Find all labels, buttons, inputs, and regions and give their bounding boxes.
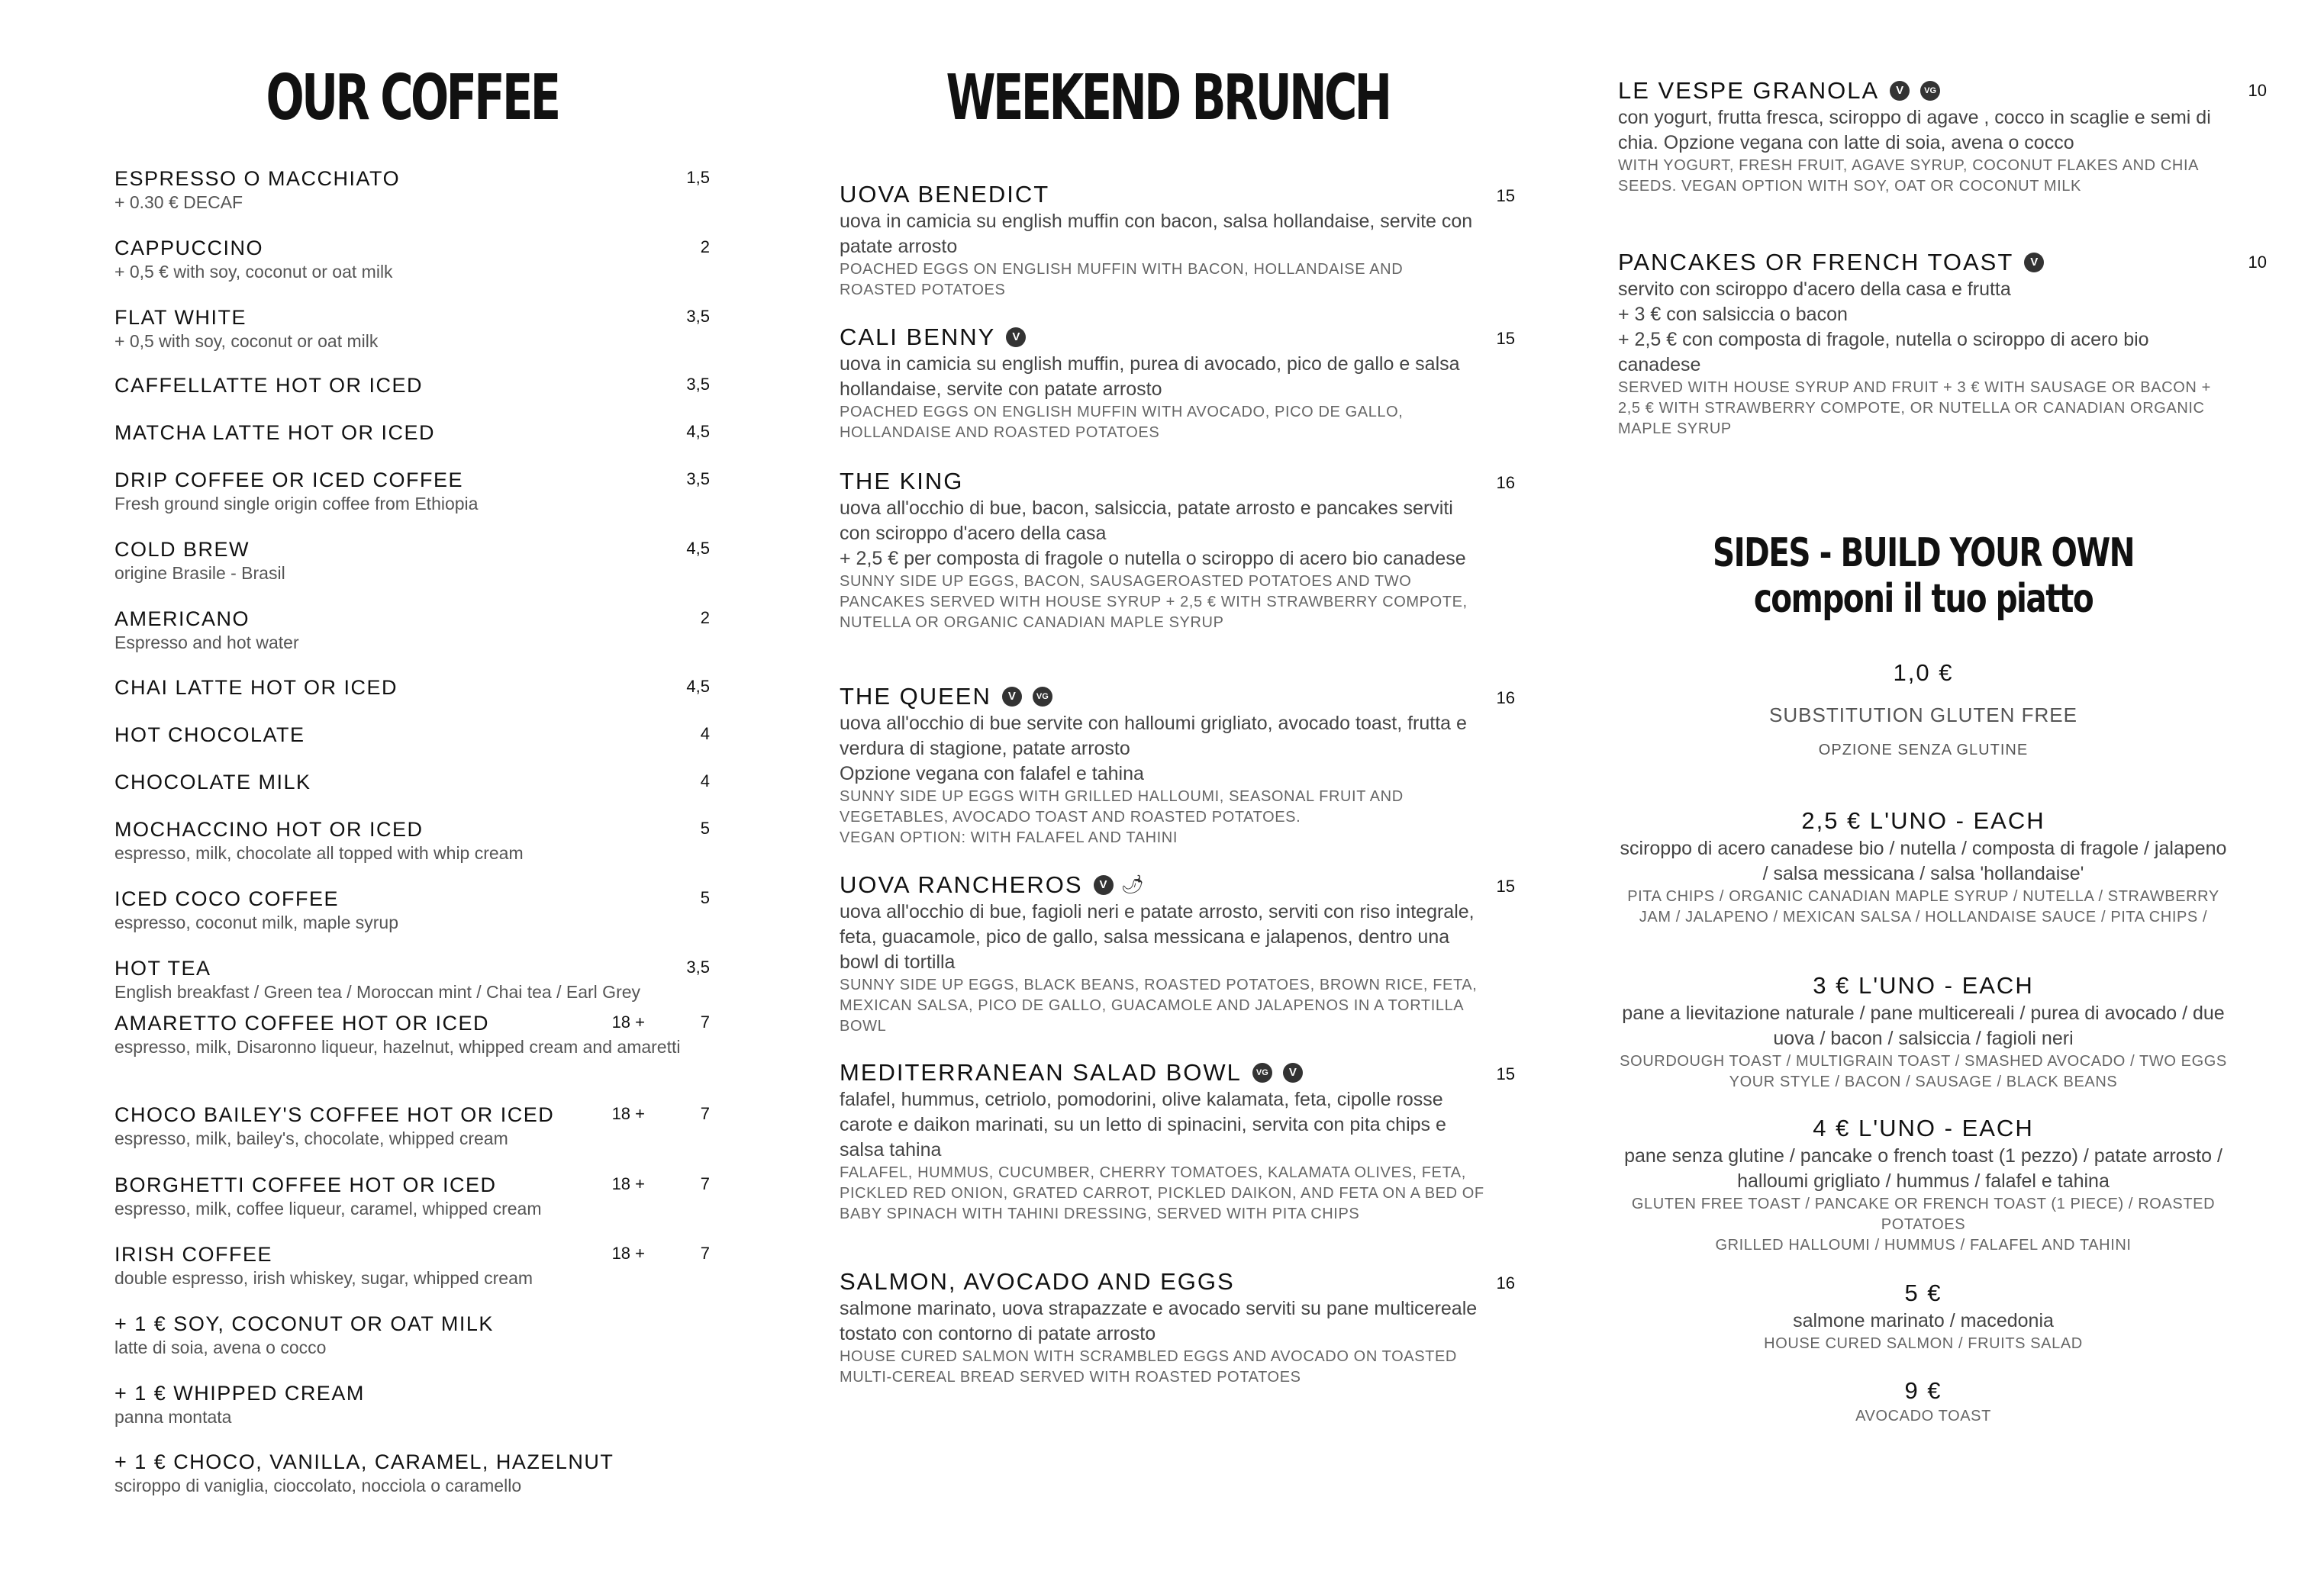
coffee-item-price: 4 bbox=[700, 724, 710, 743]
brunch-item bbox=[840, 871, 1515, 1037]
brunch-item-description bbox=[840, 209, 1484, 259]
brunch-item-english-line: FALAFEL, HUMMUS, CUCUMBER, CHERRY TOMATOES, KALAMATA OLIVES, FETA, PICKLED RED ONION, GRATED CARROT, PICKLED DAIKON, AND FETA ON A BED OF BABY SPINACH WITH TAHINI DRESSING, SERVED WITH PITA CHIPS bbox=[840, 1164, 1484, 1222]
brunch-item bbox=[840, 1058, 1515, 1225]
chili-icon: 🌶 bbox=[1120, 874, 1146, 895]
brunch-item-description-line: uova all'occhio di bue servite con halloumi grigliato, avocado toast, frutta e verdura di stagione, patate arrosto bbox=[840, 713, 1467, 759]
brunch-item-english-line: SUNNY SIDE UP EGGS, BACON, SAUSAGEROASTED POTATOES AND TWO PANCAKES SERVED WITH HOUSE SYRUP + 2,5 € WITH STRAWBERRY COMPOTE, NUTELLA OR ORGANIC CANADIAN MAPLE SYRUP bbox=[840, 573, 1468, 631]
brunch-item-price: 15 bbox=[1496, 1064, 1515, 1083]
coffee-item-name: ICED COCO COFFEE bbox=[114, 887, 340, 910]
right-item-description-line: + 2,5 € con composta di fragole, nutella o sciroppo di acero bio canadese bbox=[1618, 329, 2149, 375]
coffee-item bbox=[114, 770, 710, 794]
vegan-icon: VG bbox=[1252, 1063, 1272, 1083]
coffee-item bbox=[114, 166, 710, 214]
coffee-item-price: 7 bbox=[700, 1244, 710, 1263]
coffee-item bbox=[114, 1103, 710, 1150]
coffee-item bbox=[114, 1450, 710, 1497]
brunch-item-price: 16 bbox=[1496, 473, 1515, 492]
coffee-item-description: origine Brasile - Brasil bbox=[114, 563, 285, 583]
gluten-free-block bbox=[1618, 658, 2229, 761]
brunch-item-english bbox=[840, 975, 1484, 1037]
side-group-description: pane a lievitazione naturale / pane multicereali / purea di avocado / due uova / bacon / salsiccia / fagioli neri bbox=[1622, 1003, 2225, 1049]
brunch-item-title bbox=[840, 467, 1496, 496]
brunch-item-price: 16 bbox=[1496, 1273, 1515, 1293]
brunch-item-name: THE QUEEN bbox=[840, 683, 991, 710]
coffee-item-name: MOCHACCINO HOT OR ICED bbox=[114, 818, 424, 841]
coffee-item-price: 2 bbox=[700, 608, 710, 627]
coffee-item-description: sciroppo di vaniglia, cioccolato, nocciola o caramello bbox=[114, 1476, 522, 1495]
gluten-free-price: 1,0 € bbox=[1893, 659, 1954, 686]
brunch-item-english-line: POACHED EGGS ON ENGLISH MUFFIN WITH BACON, HOLLANDAISE AND ROASTED POTATOES bbox=[840, 261, 1404, 298]
coffee-item bbox=[114, 1242, 710, 1289]
coffee-item-price: 5 bbox=[700, 888, 710, 907]
coffee-item bbox=[114, 305, 710, 353]
right-item-description bbox=[1618, 105, 2221, 156]
coffee-item-price: 5 bbox=[700, 819, 710, 838]
coffee-item-description: espresso, milk, coffee liqueur, caramel, whipped cream bbox=[114, 1199, 542, 1218]
coffee-item-name: MATCHA LATTE HOT OR ICED bbox=[114, 421, 436, 444]
brunch-item-description bbox=[840, 1296, 1484, 1347]
coffee-item-price: 4,5 bbox=[686, 422, 710, 441]
brunch-item-name: UOVA BENEDICT bbox=[840, 181, 1050, 208]
side-group-description: salmone marinato / macedonia bbox=[1793, 1310, 2054, 1331]
coffee-item-age-limit: 18 + bbox=[611, 1012, 645, 1032]
right-item bbox=[1618, 76, 2267, 197]
brunch-item-english-line: SUNNY SIDE UP EGGS, BLACK BEANS, ROASTED POTATOES, BROWN RICE, FETA, MEXICAN SALSA, PICO DE GALLO, GUACAMOLE AND JALAPENOS IN A TORTILLA BOWL bbox=[840, 977, 1478, 1035]
coffee-item bbox=[114, 420, 710, 445]
coffee-item-description: English breakfast / Green tea / Moroccan mint / Chai tea / Earl Grey bbox=[114, 982, 641, 1002]
brunch-item-english bbox=[840, 402, 1484, 443]
right-item-english-line: SERVED WITH HOUSE SYRUP AND FRUIT + 3 € WITH SAUSAGE OR BACON + 2,5 € WITH STRAWBERRY COMPOTE, OR NUTELLA OR CANADIAN ORGANIC MAPLE SYRUP bbox=[1618, 379, 2211, 437]
right-item-title bbox=[1618, 248, 2236, 277]
coffee-item-name: CAFFELLATTE HOT OR ICED bbox=[114, 374, 424, 397]
side-group-price: 5 € bbox=[1904, 1280, 1942, 1306]
coffee-item bbox=[114, 956, 710, 1003]
right-item-english bbox=[1618, 156, 2221, 197]
right-item-description bbox=[1618, 277, 2221, 378]
brunch-item-price: 15 bbox=[1496, 186, 1515, 205]
brunch-item-description-line: uova all'occhio di bue, fagioli neri e patate arrosto, serviti con riso integrale, feta, guacamole, pico de gallo, salsa messicana e jalapenos, dentro una bowl di tortilla bbox=[840, 901, 1475, 973]
right-item-title bbox=[1618, 76, 2236, 105]
brunch-item-title bbox=[840, 180, 1496, 209]
coffee-item-price: 2 bbox=[700, 237, 710, 256]
coffee-item bbox=[114, 468, 710, 515]
vegetarian-icon: V bbox=[1283, 1063, 1303, 1083]
right-item bbox=[1618, 248, 2267, 439]
brunch-item-english-line: VEGAN OPTION: WITH FALAFEL AND TAHINI bbox=[840, 829, 1178, 846]
right-item-price: 10 bbox=[2248, 253, 2267, 272]
side-group-english-line: HOUSE CURED SALMON / FRUITS SALAD bbox=[1764, 1335, 2083, 1352]
side-group-english-line: PITA CHIPS / ORGANIC CANADIAN MAPLE SYRUP / NUTELLA / STRAWBERRY JAM / JALAPENO / MEXICAN SALSA / HOLLANDAISE SAUCE / PITA CHIPS / bbox=[1627, 888, 2219, 926]
brunch-item-description-line: Opzione vegana con falafel e tahina bbox=[840, 763, 1144, 784]
brunch-item-name: MEDITERRANEAN SALAD BOWL bbox=[840, 1059, 1242, 1086]
coffee-item bbox=[114, 1312, 710, 1359]
coffee-item-name: + 1 € SOY, COCONUT OR OAT MILK bbox=[114, 1312, 494, 1335]
brunch-item bbox=[840, 1267, 1515, 1388]
right-item-english-line: WITH YOGURT, FRESH FRUIT, AGAVE SYRUP, COCONUT FLAKES AND CHIA SEEDS. VEGAN OPTION WITH SOY, OAT OR COCONUT MILK bbox=[1618, 157, 2198, 195]
coffee-item-description: Espresso and hot water bbox=[114, 633, 299, 652]
vegan-icon: VG bbox=[1033, 687, 1052, 707]
coffee-item-name: IRISH COFFEE bbox=[114, 1243, 273, 1266]
coffee-item bbox=[114, 236, 710, 283]
side-group-price: 4 € L'UNO - EACH bbox=[1813, 1115, 2034, 1141]
coffee-item-description: latte di soia, avena o cocco bbox=[114, 1338, 327, 1357]
brunch-item-english bbox=[840, 787, 1484, 848]
coffee-item-description: + 0,5 € with soy, coconut or oat milk bbox=[114, 262, 393, 282]
coffee-item-price: 4,5 bbox=[686, 539, 710, 558]
right-item-description-line: con yogurt, frutta fresca, sciroppo di agave , cocco in scaglie e semi di chia. Opzione vegana con latte di soia, avena o cocco bbox=[1618, 107, 2211, 153]
brunch-item-price: 15 bbox=[1496, 329, 1515, 348]
coffee-item-price: 7 bbox=[700, 1174, 710, 1193]
side-group-english bbox=[1618, 1051, 2229, 1093]
coffee-item-name: ESPRESSO O MACCHIATO bbox=[114, 167, 401, 190]
side-group-price: 2,5 € L'UNO - EACH bbox=[1801, 807, 2045, 834]
coffee-item-name: + 1 € WHIPPED CREAM bbox=[114, 1382, 365, 1405]
brunch-item-title bbox=[840, 871, 1496, 900]
brunch-item-price: 15 bbox=[1496, 877, 1515, 896]
right-item-english bbox=[1618, 378, 2221, 439]
coffee-item-price: 7 bbox=[700, 1012, 710, 1032]
coffee-item-name: FLAT WHITE bbox=[114, 306, 247, 329]
coffee-item-description: double espresso, irish whiskey, sugar, whipped cream bbox=[114, 1268, 533, 1288]
coffee-item-description: Fresh ground single origin coffee from Ethiopia bbox=[114, 494, 479, 513]
right-item-name: PANCAKES OR FRENCH TOAST bbox=[1618, 249, 2014, 275]
side-group bbox=[1618, 806, 2229, 928]
side-group bbox=[1618, 1278, 2229, 1354]
coffee-item bbox=[114, 723, 710, 747]
coffee-item-name: DRIP COFFEE OR ICED COFFEE bbox=[114, 468, 464, 491]
vegetarian-icon: V bbox=[1002, 687, 1022, 707]
vegan-icon: VG bbox=[1920, 81, 1940, 101]
brunch-item-title bbox=[840, 1267, 1496, 1296]
right-item-price: 10 bbox=[2248, 81, 2267, 100]
brunch-item bbox=[840, 323, 1515, 443]
coffee-item-name: HOT TEA bbox=[114, 957, 211, 980]
vegetarian-icon: V bbox=[1094, 875, 1114, 895]
coffee-item bbox=[114, 1173, 710, 1220]
brunch-item-description-line: uova all'occhio di bue, bacon, salsiccia, patate arrosto e pancakes serviti con sciroppo d'acero della casa bbox=[840, 497, 1453, 544]
coffee-item-price: 3,5 bbox=[686, 958, 710, 977]
coffee-item bbox=[114, 607, 710, 654]
coffee-item bbox=[114, 675, 710, 700]
right-item-name: LE VESPE GRANOLA bbox=[1618, 77, 1880, 104]
brunch-item-description bbox=[840, 1087, 1484, 1163]
coffee-item-age-limit: 18 + bbox=[611, 1104, 645, 1123]
brunch-item-english bbox=[840, 259, 1484, 301]
coffee-item-name: AMARETTO COFFEE HOT OR ICED bbox=[114, 1012, 490, 1035]
coffee-item-name: CHOCO BAILEY'S COFFEE HOT OR ICED bbox=[114, 1103, 555, 1126]
brunch-item-name: THE KING bbox=[840, 468, 964, 494]
brunch-item bbox=[840, 682, 1515, 848]
coffee-item-name: HOT CHOCOLATE bbox=[114, 723, 305, 746]
coffee-item bbox=[114, 373, 710, 398]
brunch-item-description bbox=[840, 900, 1484, 975]
brunch-item-description-line: uova in camicia su english muffin, purea di avocado, pico de gallo e salsa hollandaise, servite con patate arrosto bbox=[840, 353, 1460, 400]
brunch-item-english bbox=[840, 571, 1484, 633]
side-group-english bbox=[1618, 887, 2229, 928]
side-group-english-line: GLUTEN FREE TOAST / PANCAKE OR FRENCH TOAST (1 PIECE) / ROASTED POTATOES bbox=[1631, 1196, 2216, 1233]
coffee-item-name: AMERICANO bbox=[114, 607, 250, 630]
brunch-item-description-line: salmone marinato, uova strapazzate e avocado serviti su pane multicereale tostato con contorno di patate arrosto bbox=[840, 1298, 1478, 1344]
brunch-item-description-line: uova in camicia su english muffin con bacon, salsa hollandaise, servite con patate arrosto bbox=[840, 211, 1473, 257]
brunch-item bbox=[840, 180, 1515, 301]
coffee-item-description: + 0,5 with soy, coconut or oat milk bbox=[114, 331, 379, 351]
coffee-item-name: BORGHETTI COFFEE HOT OR ICED bbox=[114, 1173, 497, 1196]
coffee-item-description: panna montata bbox=[114, 1407, 232, 1427]
coffee-item-description: + 0.30 € DECAF bbox=[114, 192, 243, 212]
vegetarian-icon: V bbox=[1006, 327, 1026, 347]
coffee-item-description: espresso, milk, bailey's, chocolate, whipped cream bbox=[114, 1128, 508, 1148]
coffee-item-price: 7 bbox=[700, 1104, 710, 1123]
coffee-item-price: 3,5 bbox=[686, 375, 710, 394]
brunch-item-title bbox=[840, 1058, 1496, 1087]
side-group-english-line: GRILLED HALLOUMI / HUMMUS / FALAFEL AND TAHINI bbox=[1715, 1237, 2132, 1254]
vegetarian-icon: V bbox=[1890, 81, 1910, 101]
coffee-item-age-limit: 18 + bbox=[611, 1174, 645, 1193]
brunch-item-description-line: falafel, hummus, cetriolo, pomodorini, olive kalamata, feta, cipolle rosse carote e daikon marinati, su un letto di spinacini, servita con pita chips e salsa tahina bbox=[840, 1089, 1446, 1161]
brunch-heading: WEEKEND BRUNCH bbox=[946, 62, 1390, 134]
brunch-item-description-line: + 2,5 € per composta di fragole o nutella o sciroppo di acero bio canadese bbox=[840, 548, 1466, 569]
brunch-item-english bbox=[840, 1163, 1484, 1225]
coffee-item bbox=[114, 817, 710, 864]
side-group-english-line: AVOCADO TOAST bbox=[1855, 1408, 1991, 1425]
side-group bbox=[1618, 1376, 2229, 1427]
side-group-description: pane senza glutine / pancake o french toast (1 pezzo) / patate arrosto / halloumi grigliato / hummus / falafel e tahina bbox=[1624, 1145, 2222, 1192]
coffee-item-price: 4,5 bbox=[686, 677, 710, 696]
brunch-item-description bbox=[840, 352, 1484, 402]
side-group-price: 9 € bbox=[1904, 1377, 1942, 1404]
coffee-item-name: CHAI LATTE HOT OR ICED bbox=[114, 676, 398, 699]
coffee-item-age-limit: 18 + bbox=[611, 1244, 645, 1263]
coffee-item bbox=[114, 887, 710, 934]
coffee-item-name: + 1 € CHOCO, VANILLA, CARAMEL, HAZELNUT bbox=[114, 1450, 614, 1473]
right-item-description-line: + 3 € con salsiccia o bacon bbox=[1618, 304, 1848, 325]
brunch-item-title bbox=[840, 682, 1496, 711]
side-group bbox=[1618, 971, 2229, 1093]
side-group-english bbox=[1618, 1194, 2229, 1256]
coffee-item-price: 3,5 bbox=[686, 469, 710, 488]
side-group-price: 3 € L'UNO - EACH bbox=[1813, 972, 2034, 999]
coffee-item bbox=[114, 1011, 710, 1058]
coffee-heading: OUR COFFEE bbox=[266, 62, 559, 134]
brunch-item-price: 16 bbox=[1496, 688, 1515, 707]
brunch-item bbox=[840, 467, 1515, 633]
right-item-description-line: servito con sciroppo d'acero della casa e frutta bbox=[1618, 278, 2011, 300]
side-group bbox=[1618, 1113, 2229, 1256]
sides-heading-line-1: SIDES - BUILD YOUR OWN bbox=[1712, 530, 2135, 576]
brunch-item-english bbox=[840, 1347, 1484, 1388]
brunch-item-name: CALI BENNY bbox=[840, 324, 996, 350]
coffee-item-description: espresso, milk, Disaronno liqueur, hazelnut, whipped cream and amaretti bbox=[114, 1037, 681, 1057]
brunch-item-name: UOVA RANCHEROS bbox=[840, 871, 1083, 898]
brunch-item-description bbox=[840, 711, 1484, 787]
gluten-free-label: SUBSTITUTION GLUTEN FREE bbox=[1769, 703, 2077, 726]
brunch-item-description bbox=[840, 496, 1484, 571]
brunch-item-english-line: HOUSE CURED SALMON WITH SCRAMBLED EGGS AND AVOCADO ON TOASTED MULTI-CEREAL BREAD SERVED WITH ROASTED POTATOES bbox=[840, 1348, 1457, 1386]
brunch-item-english-line: POACHED EGGS ON ENGLISH MUFFIN WITH AVOCADO, PICO DE GALLO, HOLLANDAISE AND ROASTED POTATOES bbox=[840, 404, 1404, 441]
coffee-item-name: COLD BREW bbox=[114, 538, 250, 561]
sides-heading-line-2: componi il tuo piatto bbox=[1753, 576, 2094, 622]
coffee-item-price: 4 bbox=[700, 771, 710, 790]
coffee-item-price: 1,5 bbox=[686, 168, 710, 187]
gluten-free-label-it: OPZIONE SENZA GLUTINE bbox=[1818, 742, 2029, 758]
coffee-item-name: CAPPUCCINO bbox=[114, 237, 264, 259]
brunch-item-english-line: SUNNY SIDE UP EGGS WITH GRILLED HALLOUMI, SEASONAL FRUIT AND VEGETABLES, AVOCADO TOAST AND ROASTED POTATOES. bbox=[840, 788, 1404, 826]
side-group-english bbox=[1618, 1406, 2229, 1427]
vegetarian-icon: V bbox=[2024, 253, 2044, 272]
coffee-item-description: espresso, coconut milk, maple syrup bbox=[114, 913, 398, 932]
sides-heading bbox=[1685, 530, 2161, 622]
side-group-english bbox=[1618, 1334, 2229, 1354]
coffee-item-name: CHOCOLATE MILK bbox=[114, 771, 311, 794]
brunch-item-title bbox=[840, 323, 1496, 352]
brunch-item-name: SALMON, AVOCADO AND EGGS bbox=[840, 1268, 1235, 1295]
coffee-item bbox=[114, 537, 710, 584]
coffee-item-price: 3,5 bbox=[686, 307, 710, 326]
coffee-item bbox=[114, 1381, 710, 1428]
side-group-english-line: SOURDOUGH TOAST / MULTIGRAIN TOAST / SMASHED AVOCADO / TWO EGGS YOUR STYLE / BACON / SAUSAGE / BLACK BEANS bbox=[1620, 1053, 2227, 1090]
side-group-description: sciroppo di acero canadese bio / nutella / composta di fragole / jalapeno / salsa messicana / salsa 'hollandaise' bbox=[1620, 838, 2227, 884]
coffee-item-description: espresso, milk, chocolate all topped with whip cream bbox=[114, 843, 524, 863]
